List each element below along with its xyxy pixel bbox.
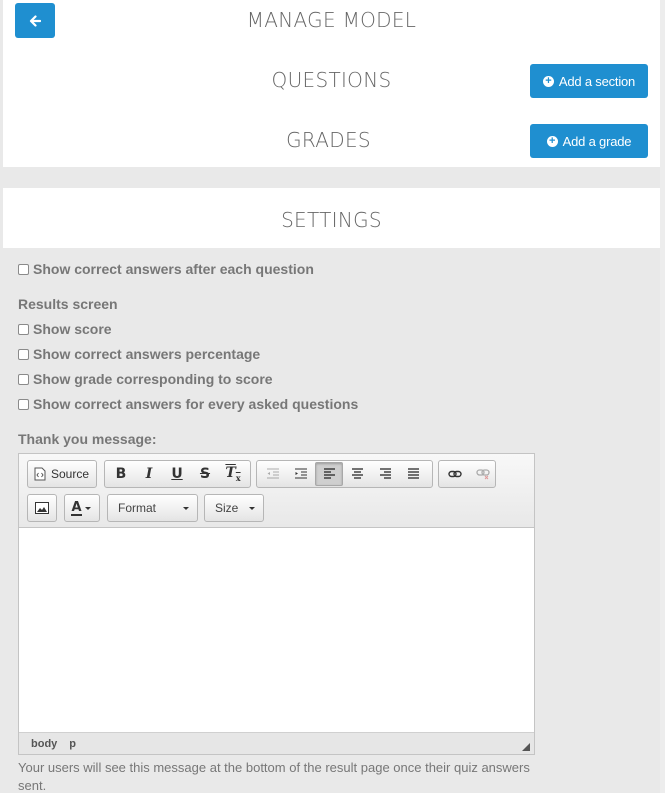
option-show-score[interactable] [18, 321, 112, 337]
checkbox[interactable] [18, 374, 29, 385]
add-grade-button[interactable] [530, 124, 648, 158]
size-dropdown[interactable] [204, 494, 264, 522]
option-show-grade[interactable] [18, 371, 273, 387]
thank-you-label: Thank you message: [18, 431, 157, 447]
checkbox[interactable] [18, 349, 29, 360]
align-center-icon [351, 468, 364, 480]
paragraph-group [256, 460, 433, 488]
align-left-icon [323, 468, 336, 480]
indent-icon [294, 468, 308, 480]
image-button[interactable] [30, 496, 54, 520]
align-center-button[interactable] [343, 462, 371, 486]
chevron-down-icon [183, 507, 189, 510]
indent-button[interactable] [287, 462, 315, 486]
bold-button[interactable] [107, 462, 135, 486]
justify-icon [407, 468, 420, 480]
justify-button[interactable] [399, 462, 427, 486]
format-label: Format [118, 501, 157, 515]
option-label: Show correct answers for every asked questions [33, 396, 359, 412]
source-group [27, 460, 97, 488]
bold-icon: B [115, 466, 127, 482]
option-show-percentage[interactable] [18, 346, 260, 362]
editor-toolbar [19, 454, 534, 528]
source-icon [34, 467, 46, 481]
outdent-icon [266, 468, 280, 480]
add-grade-label: Add a grade [562, 133, 632, 149]
checkbox[interactable] [18, 399, 29, 410]
chevron-down-icon [249, 507, 255, 510]
settings-title: SETTINGS [281, 208, 382, 232]
thank-you-editor [18, 453, 535, 755]
grades-title: GRADES [286, 128, 371, 152]
option-show-all-answers[interactable] [18, 396, 358, 412]
help-text: Your users will see this message at the bottom of the result page once their quiz answers sent. [18, 760, 530, 793]
strikethrough-icon: S [199, 466, 211, 482]
basic-styles-group [104, 460, 251, 488]
format-dropdown[interactable] [107, 494, 198, 522]
link-icon [448, 469, 462, 479]
underline-button[interactable] [163, 462, 191, 486]
image-group [27, 494, 57, 522]
resize-handle-icon[interactable] [522, 743, 530, 751]
source-label: Source [51, 467, 90, 481]
option-label: Show correct answers percentage [33, 346, 261, 362]
checkbox[interactable] [18, 324, 29, 335]
option-show-correct-after-each[interactable] [18, 261, 314, 277]
chevron-down-icon [85, 507, 91, 510]
underline-icon: U [171, 466, 183, 482]
add-section-label: Add a section [558, 73, 636, 89]
page-title: MANAGE MODEL [246, 8, 417, 32]
color-group [64, 494, 100, 522]
plus-circle-icon: + [543, 76, 554, 87]
align-right-icon [379, 468, 392, 480]
italic-icon: I [145, 466, 153, 482]
results-screen-label: Results screen [18, 296, 118, 312]
unlink-icon [476, 468, 490, 480]
source-button[interactable] [30, 462, 93, 486]
add-section-button[interactable] [530, 64, 648, 98]
outdent-button[interactable] [259, 462, 287, 486]
link-button[interactable] [441, 462, 469, 486]
questions-title: QUESTIONS [271, 68, 392, 92]
path-p[interactable]: p [69, 737, 77, 750]
option-label: Show score [33, 321, 112, 337]
page-edge [660, 0, 665, 793]
plus-circle-icon: + [547, 136, 558, 147]
checkbox[interactable] [18, 264, 29, 275]
element-path [19, 732, 534, 754]
option-label: Show grade corresponding to score [33, 371, 273, 387]
strike-button[interactable] [191, 462, 219, 486]
links-group [438, 460, 496, 488]
unlink-button[interactable] [469, 462, 497, 486]
remove-format-icon: $T_x$ [225, 465, 241, 483]
image-icon [35, 502, 49, 514]
path-body[interactable]: body [31, 737, 58, 750]
align-right-button[interactable] [371, 462, 399, 486]
text-color-icon: A [71, 499, 82, 515]
italic-button[interactable] [135, 462, 163, 486]
option-label: Show correct answers after each question [33, 261, 314, 277]
remove-format-button[interactable] [219, 462, 247, 486]
editor-content[interactable] [19, 529, 534, 732]
size-label: Size [215, 501, 239, 515]
align-left-button[interactable] [315, 462, 343, 486]
text-color-button[interactable] [67, 496, 95, 520]
